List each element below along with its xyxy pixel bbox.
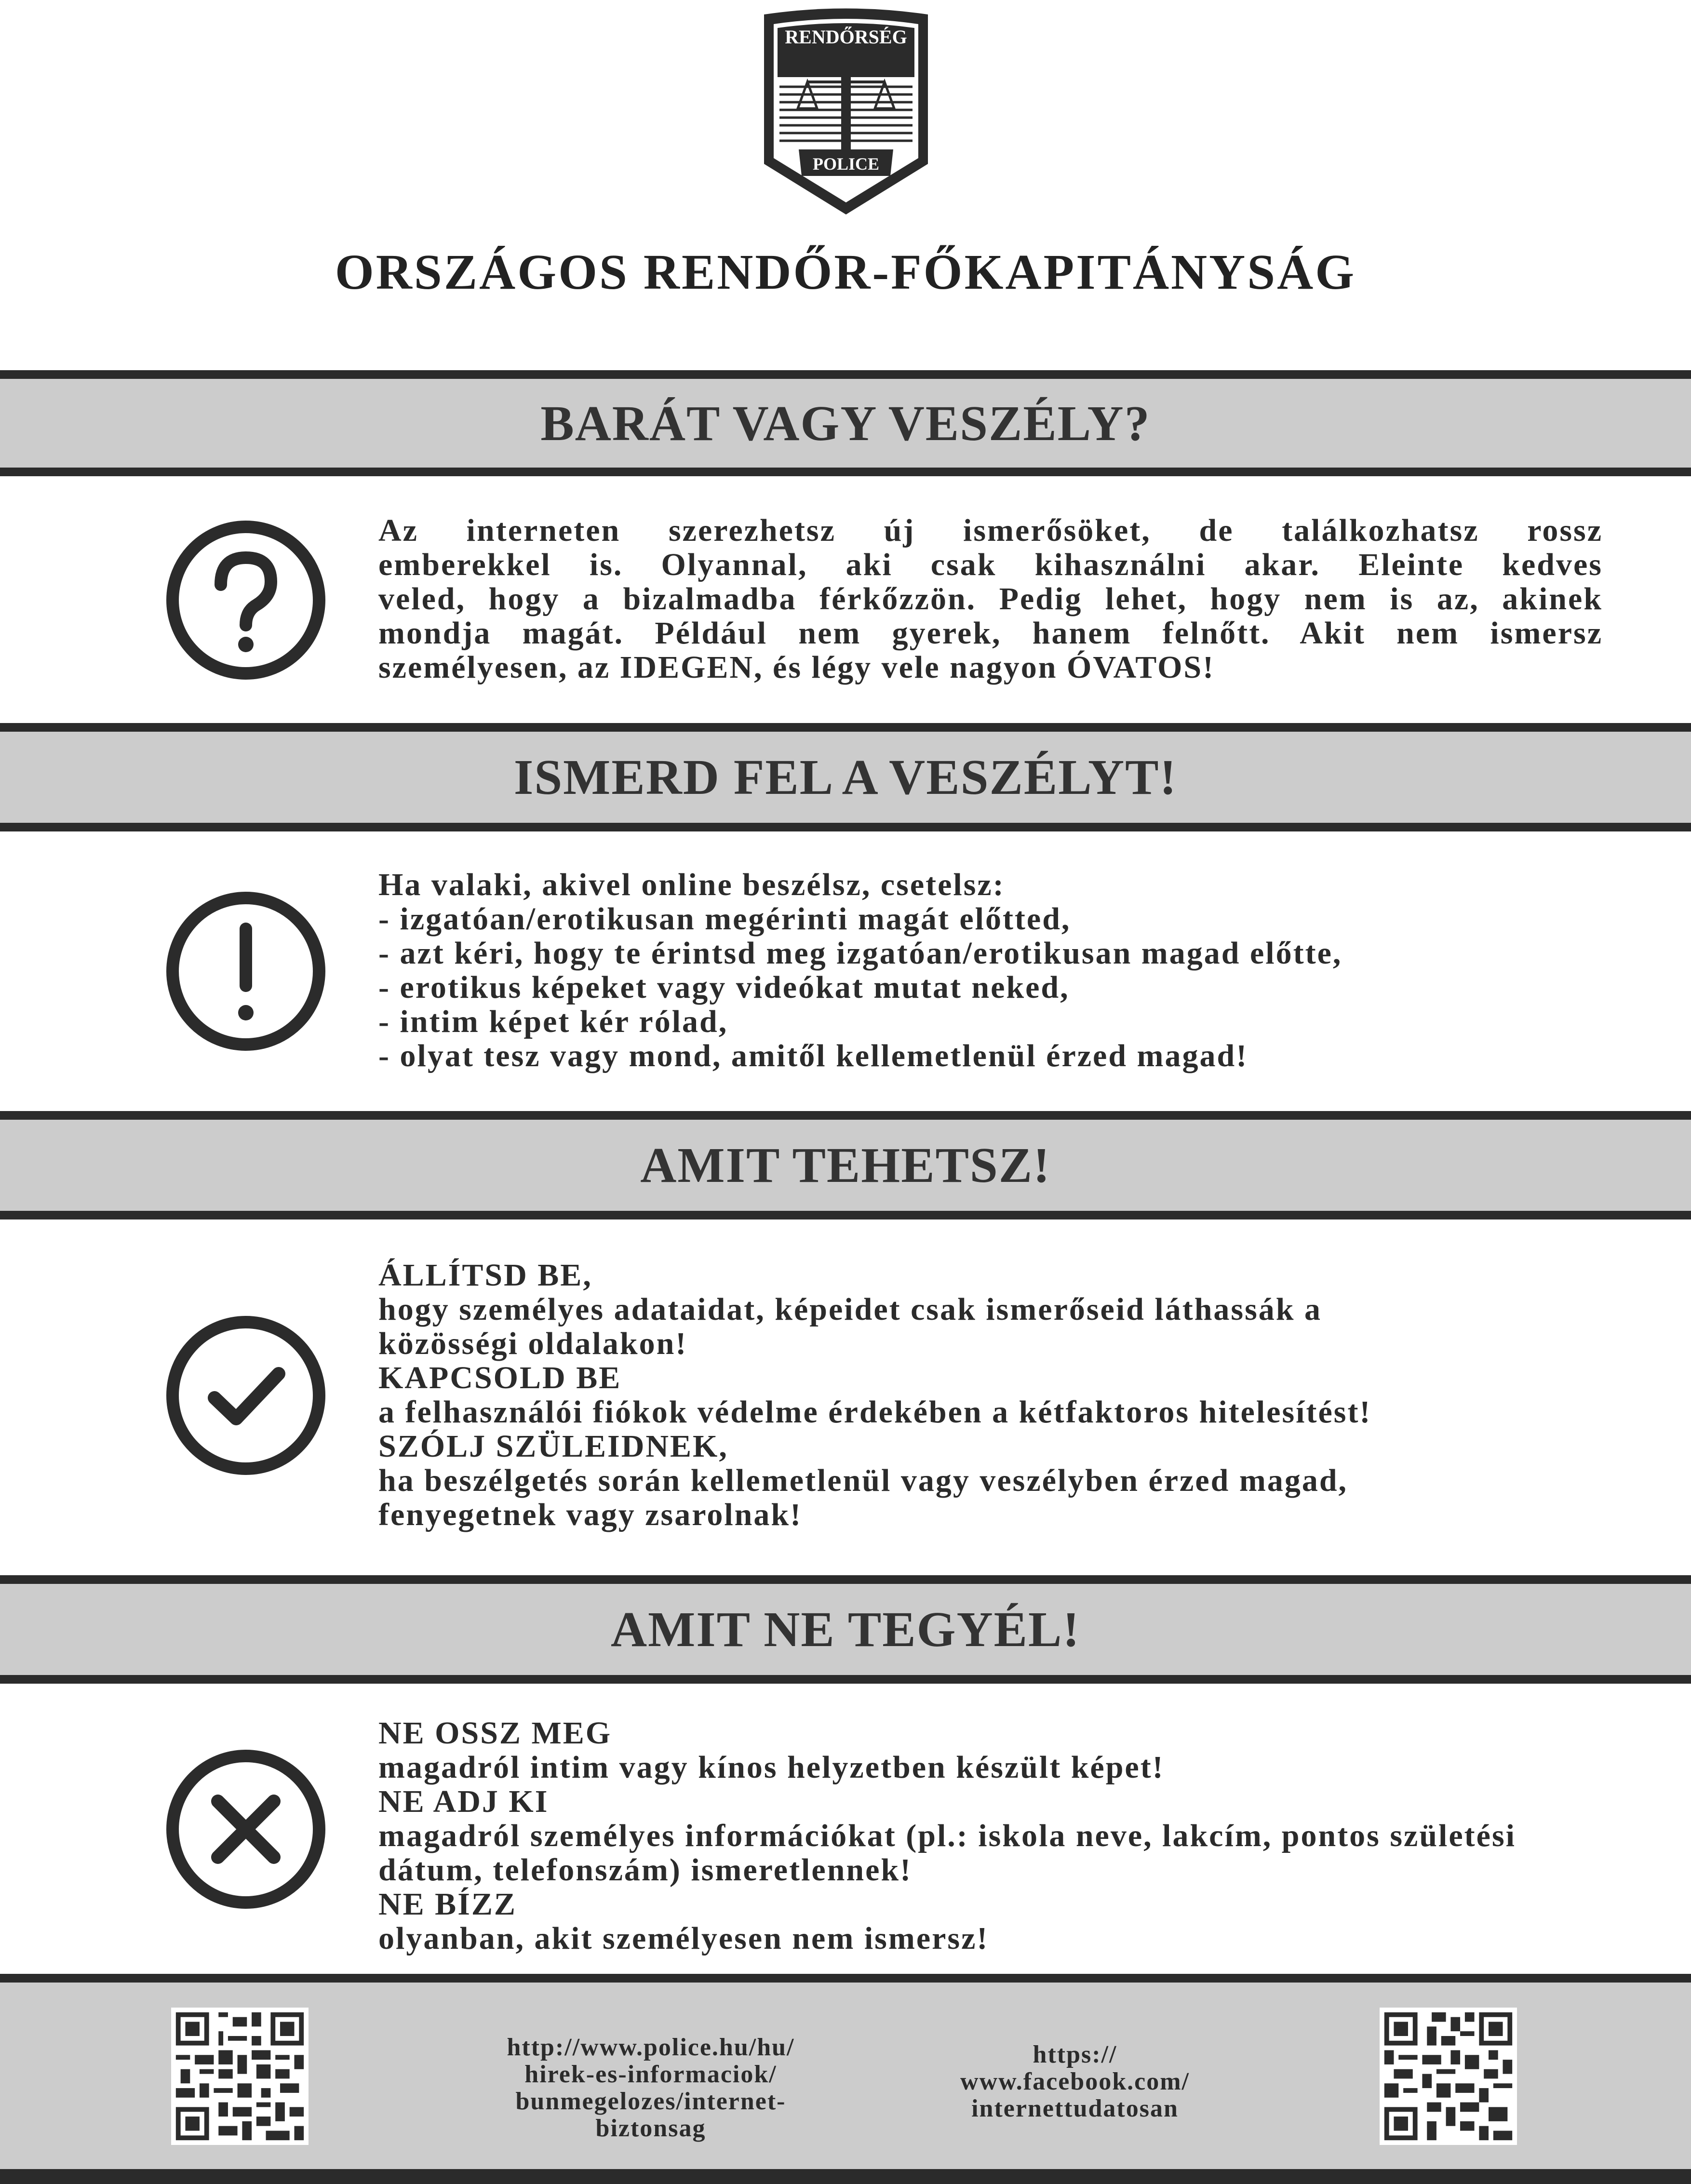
body-line: hogy személyes adataidat, képeidet csak ismerőseid láthassák a (378, 1292, 1322, 1327)
section-band-recognize-danger (0, 723, 1691, 831)
facebook-url-line: internettudatosan (971, 2095, 1179, 2122)
exclamation-circle-icon (164, 889, 328, 1053)
body-line: - intim képet kér rólad, (378, 1004, 728, 1039)
facebook-url-line: www.facebook.com/ (960, 2068, 1190, 2095)
question-mark-circle-icon (164, 518, 328, 682)
logo-top-text: RENDŐRSÉG (785, 26, 907, 48)
facebook-url-line: https:// (1033, 2041, 1117, 2068)
section-band-friend-or-danger (0, 370, 1691, 476)
body-line: NE ADJ KI (378, 1784, 549, 1819)
body-line: SZÓLJ SZÜLEIDNEK, (378, 1429, 728, 1464)
police-url-line: hirek-es-informaciok/ (524, 2061, 777, 2088)
body-line: NE OSSZ MEG (378, 1715, 612, 1751)
body-line: NE BÍZZ (378, 1887, 517, 1922)
body-line: olyanban, akit személyesen nem ismersz! (378, 1921, 989, 1956)
body-line: ha beszélgetés során kellemetlenül vagy veszélyben érzed magad, (378, 1463, 1348, 1498)
body-line: ÁLLÍTSD BE, (378, 1258, 592, 1293)
body-line: - azt kéri, hogy te érintsd meg izgatóan/erotikusan magad előtte, (378, 936, 1342, 971)
body-line: veled, hogy a bizalmadba férkőzzön. Pedig lehet, hogy nem is az, akinek (378, 581, 1603, 616)
body-line: - izgatóan/erotikusan megérinti magát előtted, (378, 901, 1071, 937)
body-line: fenyegetnek vagy zsarolnak! (378, 1497, 803, 1532)
body-line: - olyat tesz vagy mond, amitől kellemetlenül érzed magad! (378, 1038, 1248, 1073)
police-url-line: http://www.police.hu/hu/ (507, 2034, 795, 2061)
footer-bottom-rule (0, 2169, 1691, 2184)
section-title: ISMERD FEL A VESZÉLYT! (513, 750, 1178, 805)
section-band-what-not-to-do (0, 1575, 1691, 1684)
body-line: - erotikus képeket vagy videókat mutat neked, (378, 970, 1070, 1005)
section-title: AMIT TEHETSZ! (640, 1138, 1051, 1193)
police-url-line: biztonsag (595, 2115, 706, 2142)
police-website-link[interactable] (434, 2034, 868, 2142)
section-title: BARÁT VAGY VESZÉLY? (540, 395, 1151, 451)
body-line: a felhasználói fiókok védelme érdekében a kétfaktoros hitelesítést! (378, 1394, 1372, 1430)
police-url-line: bunmegelozes/internet- (515, 2088, 786, 2115)
body-line: Ha valaki, akivel online beszélsz, csetelsz: (378, 867, 1005, 902)
body-line: közösségi oldalakon! (378, 1326, 688, 1361)
body-line: KAPCSOLD BE (378, 1360, 622, 1395)
section-body-what-you-can-do (378, 1258, 1371, 1532)
body-line: emberekkel is. Olyannal, aki csak kihasználni akar. Eleinte kedves (378, 547, 1603, 582)
body-line: Az interneten szerezhetsz új ismerősöket, de találkozhatsz rossz (378, 513, 1603, 548)
organization-title: ORSZÁGOS RENDŐR-FŐKAPITÁNYSÁG (335, 244, 1356, 300)
body-line: magadról személyes információkat (pl.: iskola neve, lakcím, pontos születési (378, 1818, 1516, 1853)
section-body-what-not-to-do (378, 1716, 1516, 1956)
body-line: mondja magát. Például nem gyerek, hanem felnőtt. Akit nem ismersz (378, 616, 1603, 651)
qr-code-police-icon[interactable] (171, 2008, 309, 2145)
body-line: személyesen, az IDEGEN, és légy vele nagyon ÓVATOS! (378, 650, 1215, 685)
x-circle-icon (164, 1747, 328, 1911)
facebook-page-link[interactable] (858, 2041, 1292, 2122)
logo-bottom-text: POLICE (812, 154, 880, 174)
body-line: dátum, telefonszám) ismeretlennek! (378, 1852, 913, 1888)
qr-code-facebook-icon[interactable] (1380, 2008, 1517, 2145)
section-band-what-you-can-do (0, 1111, 1691, 1219)
section-body-recognize-danger (378, 868, 1342, 1073)
police-badge-logo (754, 5, 938, 217)
section-body-friend-or-danger (378, 513, 1603, 684)
body-line: magadról intim vagy kínos helyzetben készült képet! (378, 1750, 1165, 1785)
section-title: AMIT NE TEGYÉL! (611, 1602, 1080, 1657)
checkmark-circle-icon (164, 1313, 328, 1477)
